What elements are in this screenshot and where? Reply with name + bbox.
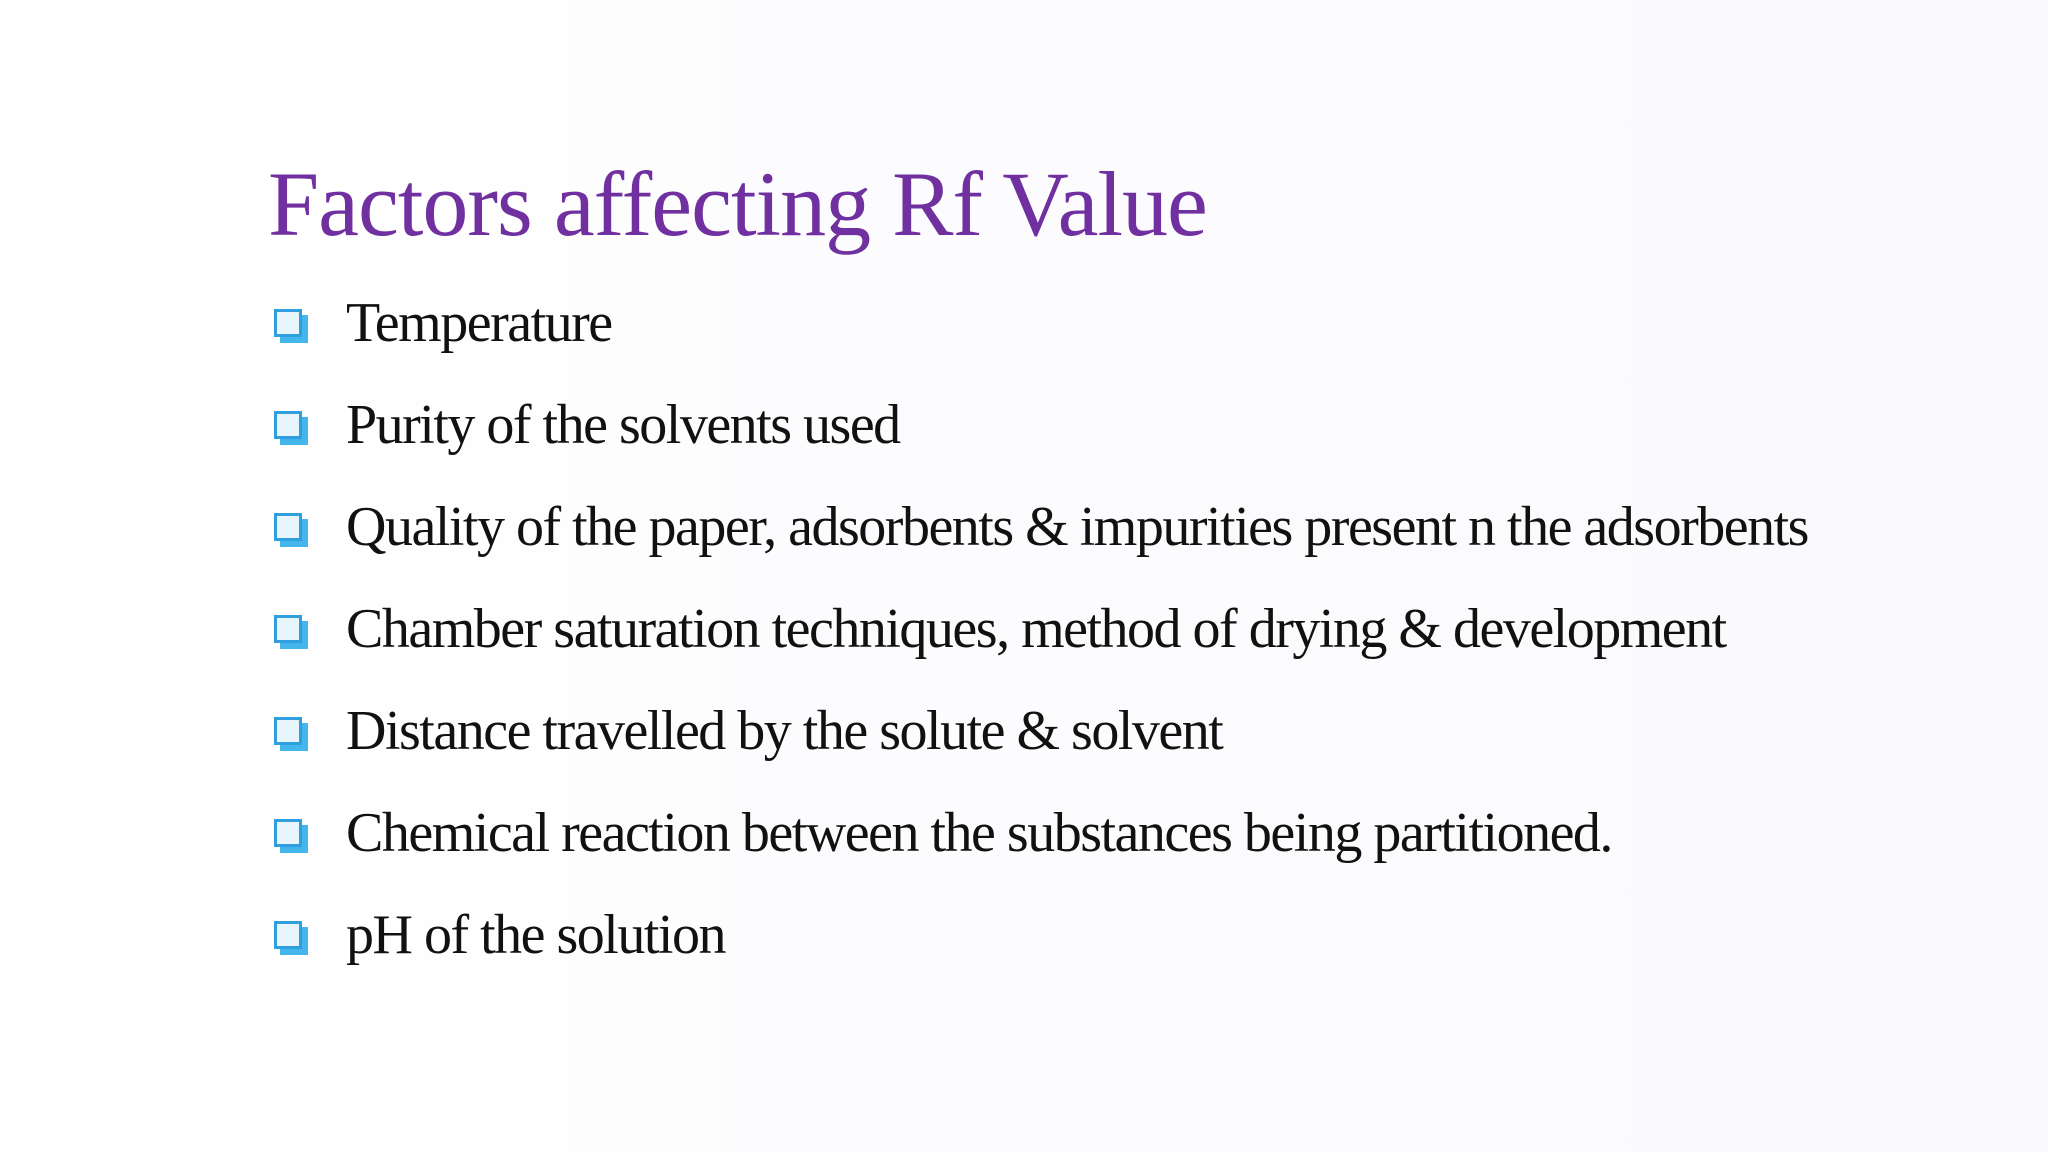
- square-bullet-icon: [274, 717, 308, 751]
- bullet-item-quality: [270, 494, 1870, 560]
- bullet-text: Distance travelled by the solute & solvent: [346, 700, 1223, 762]
- bullet-text: Temperature: [346, 292, 612, 354]
- bullet-text: Chamber saturation techniques, method of drying & development: [346, 598, 1726, 660]
- bullet-item-ph: [270, 902, 1870, 968]
- bullet-text: pH of the solution: [346, 904, 725, 966]
- square-bullet-icon: [274, 921, 308, 955]
- square-bullet-icon: [274, 615, 308, 649]
- slide-title: Factors affecting Rf Value: [268, 153, 1207, 255]
- bullet-text: Chemical reaction between the substances being partitioned.: [346, 802, 1612, 864]
- bullet-item-temperature: [270, 290, 1870, 356]
- bullet-item-chemical-reaction: [270, 800, 1870, 866]
- bullet-list: [270, 290, 1870, 1004]
- bullet-item-purity: [270, 392, 1870, 458]
- square-bullet-icon: [274, 411, 308, 445]
- square-bullet-icon: [274, 819, 308, 853]
- bullet-item-distance: [270, 698, 1870, 764]
- bullet-text: Quality of the paper, adsorbents & impurities present n the adsorbents: [346, 496, 1808, 558]
- square-bullet-icon: [274, 513, 308, 547]
- bullet-text: Purity of the solvents used: [346, 394, 900, 456]
- bullet-item-chamber-saturation: [270, 596, 1870, 662]
- square-bullet-icon: [274, 309, 308, 343]
